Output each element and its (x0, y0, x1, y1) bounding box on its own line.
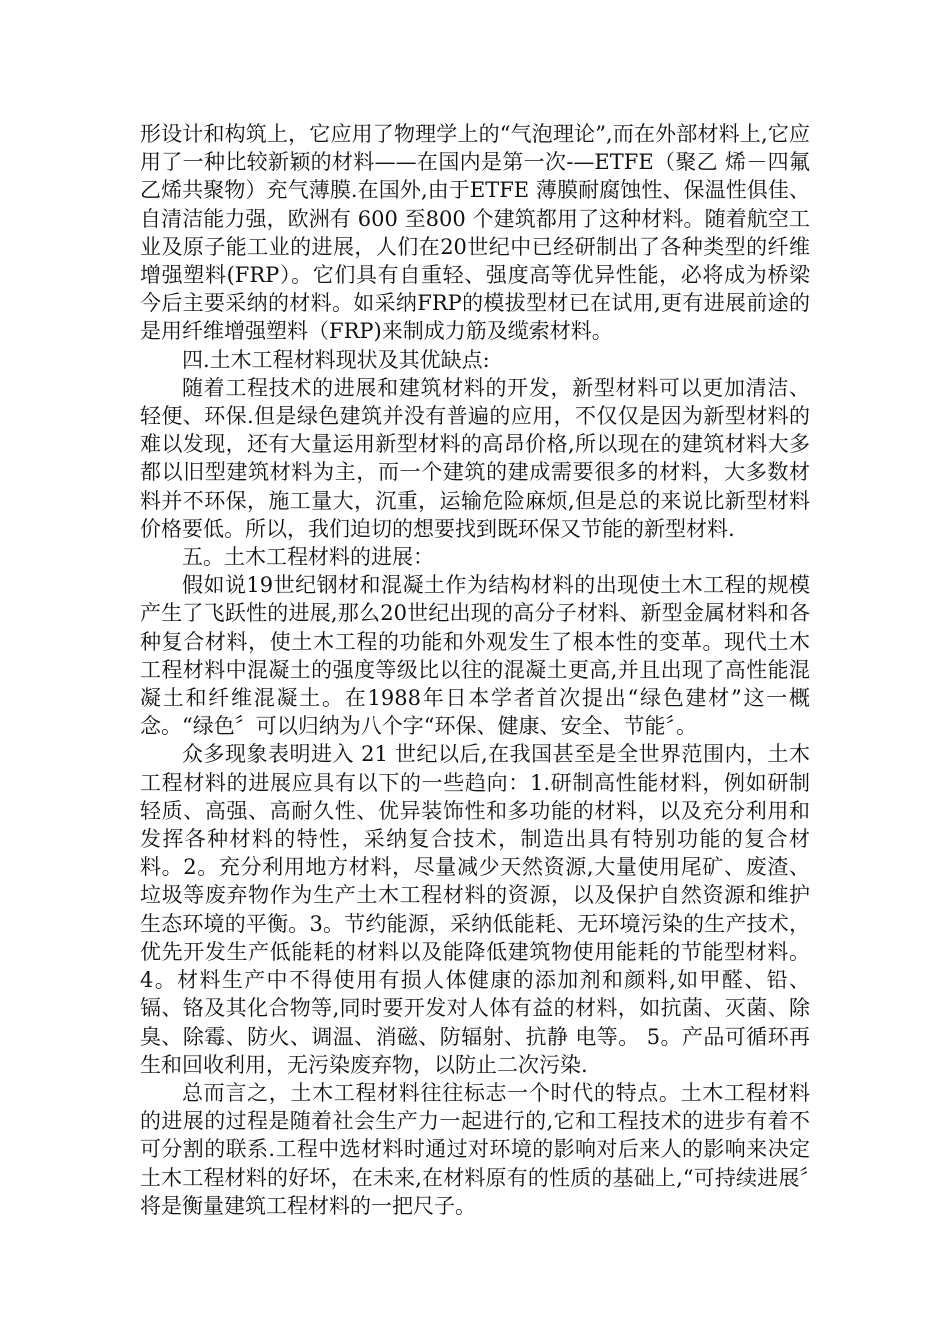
paragraph: 随着工程技术的进展和建筑材料的开发，新型材料可以更加清洁、轻便、环保.但是绿色建筑并没有普遍的应用，不仅仅是因为新型材料的难以发现，还有大量运用新型材料的高昂价格,所以现在的建筑材料大多都以旧型建筑材料为主，而一个建筑的建成需要很多的材料，大多数材料并不环保，施工量大，沉重，运输危险麻烦,但是总的来说比新型材料价格要低。所以，我们迫切的想要找到既环保又节能的新型材料. (140, 375, 810, 541)
paragraph: 假如说19世纪钢材和混凝土作为结构材料的出现使土木工程的规模产生了飞跃性的进展,那么20世纪出现的高分子材料、新型金属材料和各种复合材料，使土木工程的功能和外观发生了根本性的变革。现代土木工程材料中混凝土的强度等级比以往的混凝土更高,并且出现了高性能混凝土和纤维混凝土。在1988年日本学者首次提出“绿色建材”这一概念。“绿色〞可以归纳为八个字“环保、健康、安全、节能〞。 (140, 573, 810, 739)
document-page (140, 120, 810, 1220)
section-heading-5: 五。土木工程材料的进展： (182, 545, 434, 570)
paragraph-continued: 形设计和构筑上，它应用了物理学上的“气泡理论”,而在外部材料上,它应用了一种比较新颖的材料——在国内是第一次-—ETFE（聚乙 烯－四氟乙烯共聚物）充气薄膜.在国外,由于ETFE 薄膜耐腐蚀性、保温性俱佳、自清洁能力强，欧洲有 600 至800 个建筑都用了这种材料。随着航空工业及原子能工业的进展，人们在20世纪中已经研制出了各种类型的纤维增强塑料(FRP）。它们具有自重轻、强度高等优异性能，必将成为桥梁今后主要采纳的材料。如采纳FRP的模拔型材已在试用,更有进展前途的是用纤维增强塑料（FRP)来制成力筋及缆索材料。 (140, 122, 810, 344)
paragraph: 总而言之，土木工程材料往往标志一个时代的特点。土木工程材料的进展的过程是随着社会生产力一起进行的,它和工程技术的进步有着不可分割的联系.工程中选材料时通过对环境的影响对后来人的影响来决定土木工程材料的好坏，在未来,在材料原有的性质的基础上,“可持续进展〞将是衡量建筑工程材料的一把尺子。 (140, 1080, 810, 1218)
paragraph: 众多现象表明进入 21 世纪以后,在我国甚至是全世界范围内，土木工程材料的进展应具有以下的一些趋向：1.研制高性能材料，例如研制轻质、高强、高耐久性、优异装饰性和多功能的材料，以及充分利用和发挥各种材料的特性，采纳复合技术，制造出具有特别功能的复合材料。2。充分利用地方材料，尽量减少天然资源,大量使用尾矿、废渣、垃圾等废弃物作为生产土木工程材料的资源，以及保护自然资源和维护生态环境的平衡。3。节约能源，采纳低能耗、无环境污染的生产技术，优先开发生产低能耗的材料以及能降低建筑物使用能耗的节能型材料。4。材料生产中不得使用有损人体健康的添加剂和颜料,如甲醛、铅、镉、铬及其化合物等,同时要开发对人体有益的材料，如抗菌、灭菌、除臭、除霉、防火、调温、消磁、防辐射、抗静 电等。 5。产品可循环再生和回收利用，无污染废弃物，以防止二次污染. (140, 742, 810, 1077)
section-heading-4: 四.土木工程材料现状及其优缺点: (182, 347, 490, 372)
